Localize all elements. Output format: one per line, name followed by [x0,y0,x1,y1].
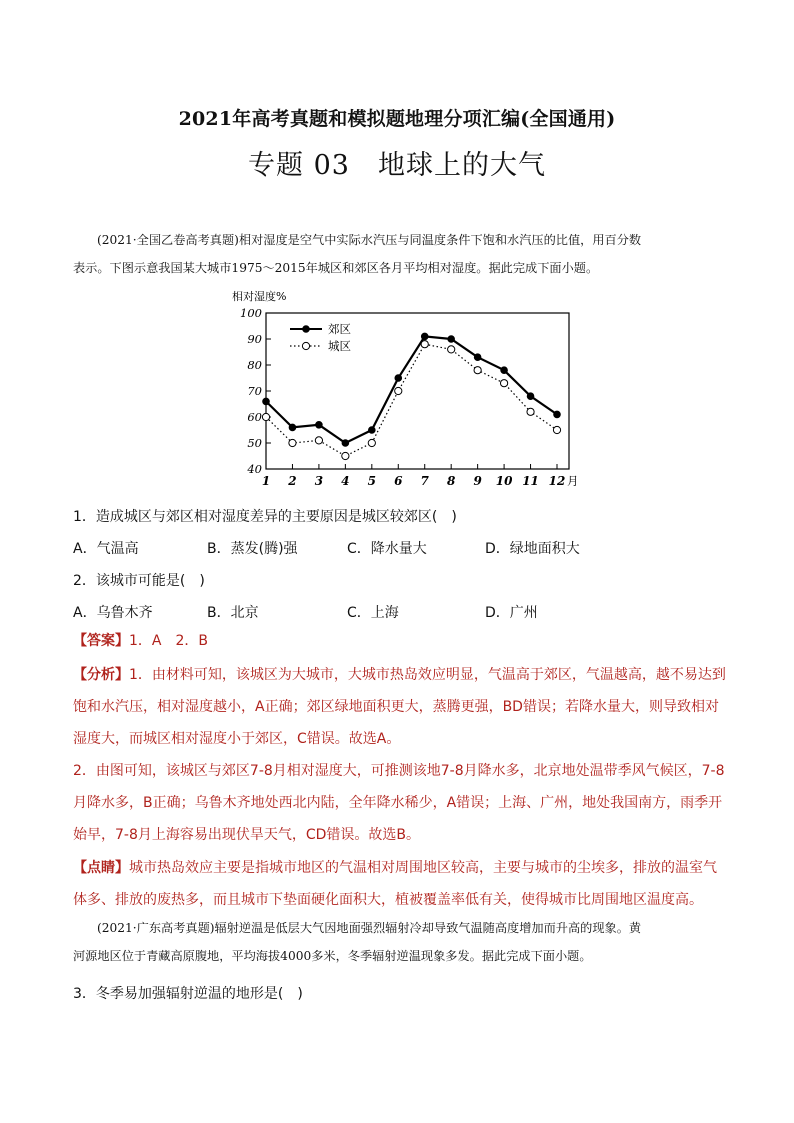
series-2-point [421,341,428,348]
x-tick-label: 1 [261,474,271,488]
series-line-2 [266,344,557,456]
passage-1-line-2 [73,254,733,282]
series-1-point [395,375,402,382]
analysis-text-6: 始早，7-8月上海容易出现伏旱天气，CD错误。故选B。 [73,827,421,843]
legend-label-1: 郊区 [328,322,351,336]
x-tick-label: 2 [288,474,297,488]
question-1-stem: 1．造成城区与郊区相对湿度差异的主要原因是城区较郊区( ) [73,509,457,525]
series-1-point [369,427,376,434]
plot-frame [266,313,569,469]
passage-2-line-1 [73,914,733,942]
passage-1-text-1: (2021·全国乙卷高考真题)相对湿度是空气中实际水汽压与同温度条件下饱和水汽压的比值，用百分数 [97,233,642,247]
topic-prefix: 专题 [248,150,305,181]
question-1-option-d: D．绿地面积大 [485,541,580,557]
comment-text-2: 体多、排放的废热多，而且城市下垫面硬化面积大，植被覆盖率低有关，使得城市比周围地区温度高。 [73,892,703,908]
analysis-text-3: 湿度大，而城区相对湿度小于郊区，C错误。故选A。 [73,731,401,747]
analysis-text-4: 2．由图可知，该城区与郊区7-8月相对湿度大，可推测该地7-8月降水多，北京地处温带季风气候区，7-8 [73,763,725,779]
series-1-point [554,411,561,418]
series-1-point [474,354,481,361]
series-2-point [474,367,481,374]
analysis-text-5: 月降水多，B正确；乌鲁木齐地处西北内陆，全年降水稀少，A错误；上海、广州，地处我国南方，雨季开 [73,795,723,811]
topic-number: 03 [313,150,350,181]
question-1-option-a: A．气温高 [73,541,139,557]
analysis-tag: 【分析】 [73,667,129,683]
series-2-point [395,387,402,394]
answer-block [73,625,733,657]
question-2-stem: 2．该城市可能是( ) [73,573,205,589]
series-1-point [263,398,270,405]
analysis-text-1: 1．由材料可知，该城区为大城市，大城市热岛效应明显，气温高于郊区，气温越高，越不易达到 [129,667,726,683]
series-2-point [315,437,322,444]
y-tick-label: 80 [247,358,262,372]
question-2-option-c: C．上海 [347,605,399,621]
series-1-point [342,440,349,447]
topic-name: 地球上的大气 [377,150,546,181]
question-1-option-b: B．蒸发(腾)强 [207,541,298,557]
x-tick-label: 8 [447,474,456,488]
analysis-line [73,787,733,819]
analysis-line [73,755,733,787]
x-tick-label: 11 [522,474,539,488]
analysis-line [73,723,733,755]
x-tick-label: 4 [341,474,350,488]
y-tick-label: 100 [240,306,262,320]
series-2-point [500,380,507,387]
humidity-line-chart [228,283,598,495]
passage-2-line-2 [73,942,733,970]
question-3-stem: 3．冬季易加强辐射逆温的地形是( ) [73,986,303,1002]
passage-1-text-2: 表示。下图示意我国某大城市1975～2015年城区和郊区各月平均相对湿度。据此完成下面小题。 [73,261,599,275]
series-1-point [289,424,296,431]
comment-line [73,852,733,884]
series-1-point [527,393,534,400]
compilation-title: 2021年高考真题和模拟题地理分项汇编(全国通用) [178,108,616,130]
question-2-option-d: D．广州 [485,605,538,621]
analysis-line [73,819,733,851]
y-tick-label: 60 [247,410,262,424]
x-tick-label: 9 [473,474,482,488]
series-2-point [342,452,349,459]
series-2-point [448,346,455,353]
question-1-option-c: C．降水量大 [347,541,427,557]
answer-tag: 【答案】 [73,633,129,649]
series-1-point [421,333,428,340]
analysis-text-2: 饱和水汽压，相对湿度越小，A正确；郊区绿地面积更大，蒸腾更强，BD错误；若降水量大，则导致相对 [73,699,719,715]
passage-2 [73,914,733,970]
legend-label-2: 城区 [328,339,351,353]
y-tick-label: 90 [247,332,262,346]
series-1-point [501,367,508,374]
analysis-block [73,659,733,851]
y-tick-label: 50 [247,436,262,450]
series-1-point [448,336,455,343]
topic-title [0,143,794,182]
question-2-option-a: A．乌鲁木齐 [73,605,153,621]
comment-text-1: 城市热岛效应主要是指城市地区的气温相对周围地区较高，主要与城市的尘埃多，排放的温室气 [129,860,717,876]
series-2-point [262,413,269,420]
series-line-1 [266,336,557,443]
y-axis-label: 相对湿度% [232,290,287,303]
y-tick-label: 40 [247,462,262,476]
series-2-point [368,439,375,446]
legend-marker-1 [303,326,310,333]
legend-marker-2 [302,342,309,349]
series-2-point [289,439,296,446]
y-tick-label: 70 [247,384,262,398]
comment-block [73,852,733,916]
analysis-line [73,659,733,691]
series-2-point [553,426,560,433]
passage-2-text-1: (2021·广东高考真题)辐射逆温是低层大气因地面强烈辐射冷却导致气温随高度增加而升高的现象。黄 [97,921,642,935]
x-tick-label: 5 [367,474,376,488]
analysis-line [73,691,733,723]
comment-line [73,884,733,916]
series-1-point [316,422,323,429]
passage-2-text-2: 河源地区位于青藏高原腹地，平均海拔4000多米，冬季辐射逆温现象多发。据此完成下面小题。 [73,949,592,963]
x-tick-label: 6 [394,474,403,488]
passage-1-line-1 [73,226,733,254]
answer-text: 1．A 2．B [129,633,208,649]
x-axis-unit: 月 [567,474,579,488]
question-2-option-b: B．北京 [207,605,259,621]
series-2-point [527,408,534,415]
passage-1 [73,226,733,282]
x-tick-label: 10 [495,474,513,488]
x-tick-label: 3 [314,474,324,488]
x-tick-label: 7 [420,474,429,488]
comment-tag: 【点睛】 [73,860,129,876]
x-tick-label: 12 [548,474,566,488]
chart-layer [232,289,579,488]
